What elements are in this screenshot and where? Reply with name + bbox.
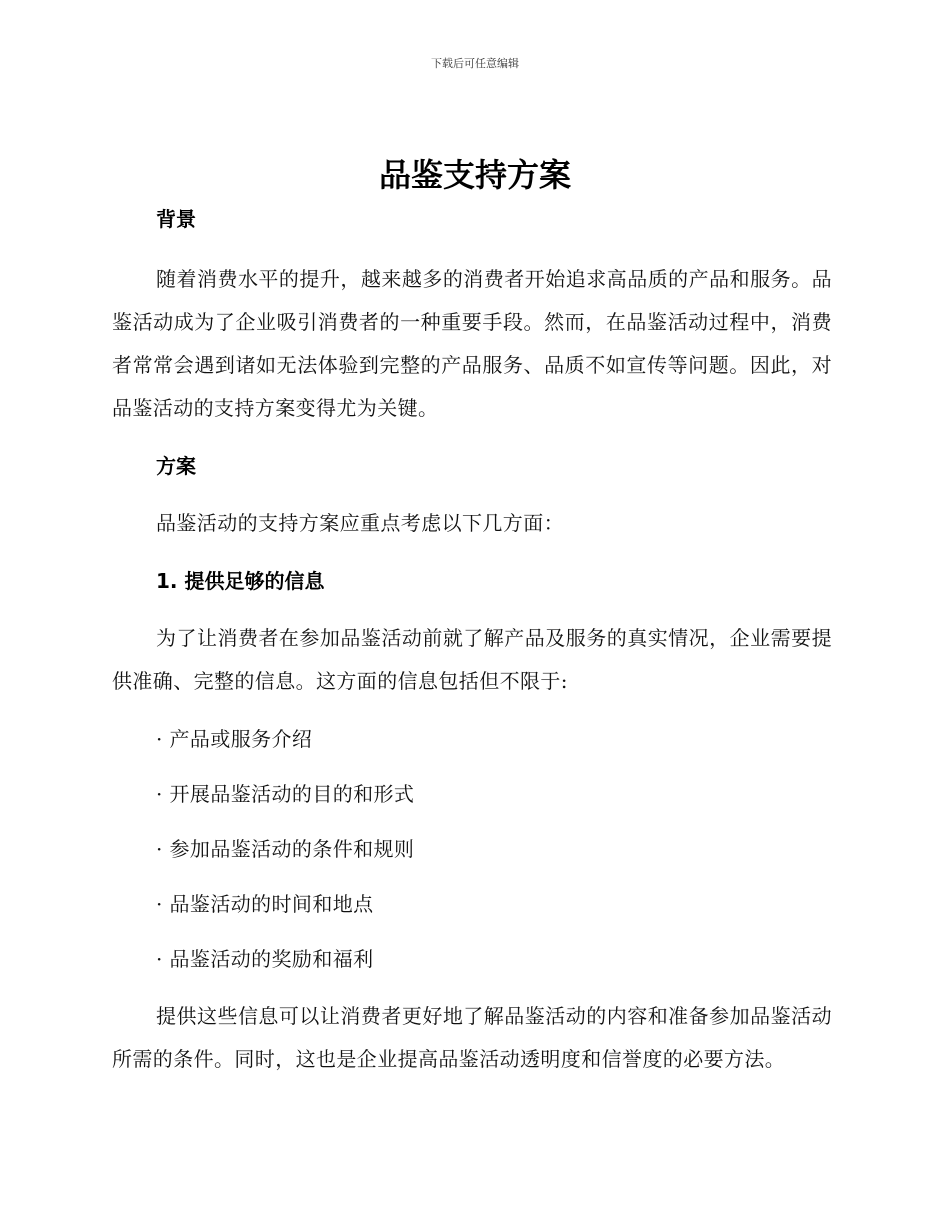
section-heading-background: 背景	[156, 207, 196, 231]
list-item: · 开展品鉴活动的目的和形式	[156, 782, 415, 806]
list-item: · 品鉴活动的时间和地点	[156, 892, 374, 916]
list-item: · 产品或服务介绍	[156, 727, 313, 751]
subsection-heading-info: 1. 提供足够的信息	[156, 569, 325, 593]
document-body	[112, 200, 832, 1081]
info-paragraph: 为了让消费者在参加品鉴活动前就了解产品及服务的真实情况，企业需要提供准确、完整的信息。这方面的信息包括但不限于:	[112, 626, 832, 693]
plan-intro: 品鉴活动的支持方案应重点考虑以下几方面：	[156, 511, 564, 535]
section-heading-plan: 方案	[156, 454, 196, 478]
list-item: · 品鉴活动的奖励和福利	[156, 947, 374, 971]
document-title: 品鉴支持方案	[378, 156, 571, 194]
closing-paragraph: 提供这些信息可以让消费者更好地了解品鉴活动的内容和准备参加品鉴活动所需的条件。同时，这也是企业提高品鉴活动透明度和信誉度的必要方法。	[112, 1004, 832, 1071]
background-paragraph: 随着消费水平的提升，越来越多的消费者开始追求高品质的产品和服务。品鉴活动成为了企业吸引消费者的一种重要手段。然而，在品鉴活动过程中，消费者常常会遇到诸如无法体验到完整的产品服务、品质不如宣传等问题。因此，对品鉴活动的支持方案变得尤为关键。	[112, 267, 832, 420]
header-note: 下载后可任意编辑	[431, 57, 519, 70]
list-item: · 参加品鉴活动的条件和规则	[156, 837, 415, 861]
